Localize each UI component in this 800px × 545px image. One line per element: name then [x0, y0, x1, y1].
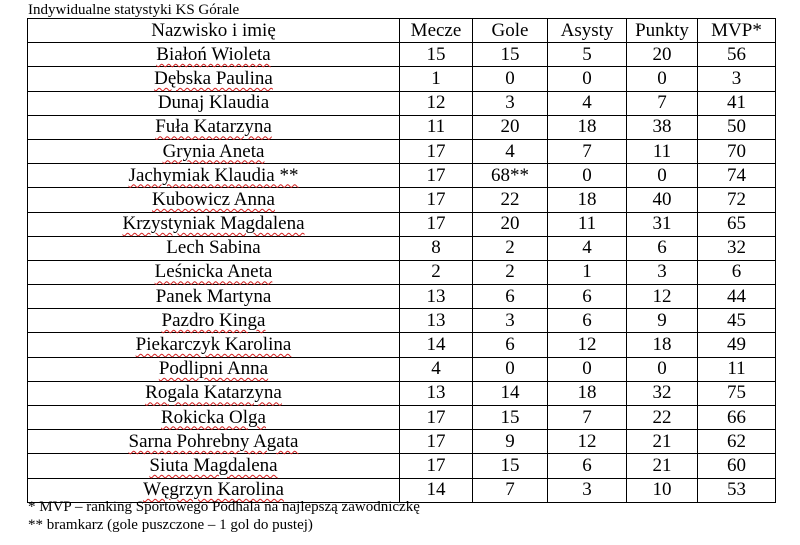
cell-mvp: 53 [698, 478, 776, 502]
cell-mvp: 50 [698, 115, 776, 139]
cell-matches: 2 [400, 260, 473, 284]
table-row [28, 381, 776, 405]
cell-goals: 4 [473, 139, 548, 163]
cell-points: 0 [627, 67, 698, 91]
cell-goals: 22 [473, 188, 548, 212]
cell-goals: 0 [473, 357, 548, 381]
cell-mvp: 60 [698, 454, 776, 478]
cell-name [28, 115, 400, 139]
cell-assists: 18 [548, 115, 627, 139]
table-row [28, 454, 776, 478]
cell-matches: 17 [400, 188, 473, 212]
cell-assists: 6 [548, 454, 627, 478]
cell-matches: 4 [400, 357, 473, 381]
player-name: Siuta Magdalena [149, 454, 278, 476]
cell-name [28, 164, 400, 188]
cell-points: 6 [627, 236, 698, 260]
cell-points: 21 [627, 454, 698, 478]
cell-goals: 6 [473, 333, 548, 357]
player-name: Jachymiak Klaudia ** [128, 164, 299, 186]
footnotes [28, 498, 420, 534]
table-row [28, 91, 776, 115]
cell-assists: 3 [548, 478, 627, 502]
cell-assists: 4 [548, 91, 627, 115]
player-name: Leśnicka Aneta [154, 261, 273, 283]
player-name: Podlipni Anna [158, 358, 269, 380]
cell-goals: 20 [473, 115, 548, 139]
player-name: Pazdro Kinga [161, 309, 266, 331]
header-points: Punkty [627, 19, 698, 43]
cell-points: 38 [627, 115, 698, 139]
cell-name [28, 188, 400, 212]
cell-points: 40 [627, 188, 698, 212]
table-row [28, 260, 776, 284]
cell-goals: 9 [473, 430, 548, 454]
cell-name [28, 43, 400, 67]
cell-name: Lech Sabina [28, 236, 400, 260]
header-assists: Asysty [548, 19, 627, 43]
player-name: Węgrzyn Karolina [143, 479, 284, 501]
table-row [28, 188, 776, 212]
cell-points: 22 [627, 406, 698, 430]
cell-points: 7 [627, 91, 698, 115]
cell-goals: 14 [473, 381, 548, 405]
cell-mvp: 56 [698, 43, 776, 67]
table-row [28, 67, 776, 91]
cell-mvp: 3 [698, 67, 776, 91]
cell-goals: 15 [473, 454, 548, 478]
cell-assists: 18 [548, 188, 627, 212]
cell-matches: 17 [400, 164, 473, 188]
cell-name [28, 430, 400, 454]
cell-points: 9 [627, 309, 698, 333]
table-row [28, 43, 776, 67]
player-name: Kubowicz Anna [152, 188, 275, 210]
cell-goals: 6 [473, 285, 548, 309]
cell-mvp: 41 [698, 91, 776, 115]
table-row [28, 115, 776, 139]
player-name: Fuła Katarzyna [155, 116, 272, 138]
player-name: Rogala Katarzyna [145, 382, 282, 404]
cell-name [28, 260, 400, 284]
cell-mvp: 66 [698, 406, 776, 430]
cell-name [28, 381, 400, 405]
cell-assists: 7 [548, 139, 627, 163]
cell-mvp: 72 [698, 188, 776, 212]
table-row [28, 212, 776, 236]
cell-assists: 0 [548, 164, 627, 188]
cell-matches: 11 [400, 115, 473, 139]
cell-matches: 1 [400, 67, 473, 91]
header-mvp: MVP* [698, 19, 776, 43]
table-row [28, 406, 776, 430]
cell-matches: 8 [400, 236, 473, 260]
cell-matches: 14 [400, 478, 473, 502]
cell-mvp: 74 [698, 164, 776, 188]
cell-points: 21 [627, 430, 698, 454]
cell-goals: 3 [473, 309, 548, 333]
cell-name [28, 212, 400, 236]
cell-goals: 2 [473, 236, 548, 260]
cell-points: 0 [627, 357, 698, 381]
cell-assists: 1 [548, 260, 627, 284]
cell-mvp: 49 [698, 333, 776, 357]
cell-assists: 12 [548, 333, 627, 357]
cell-matches: 14 [400, 333, 473, 357]
table-row [28, 309, 776, 333]
header-goals: Gole [473, 19, 548, 43]
cell-name [28, 454, 400, 478]
table-row [28, 236, 776, 260]
footnote-goalkeeper: ** bramkarz (gole puszczone – 1 gol do pustej) [28, 517, 313, 533]
cell-name [28, 357, 400, 381]
cell-matches: 15 [400, 43, 473, 67]
cell-mvp: 75 [698, 381, 776, 405]
cell-mvp: 6 [698, 260, 776, 284]
cell-assists: 6 [548, 309, 627, 333]
cell-assists: 0 [548, 357, 627, 381]
cell-points: 32 [627, 381, 698, 405]
cell-mvp: 62 [698, 430, 776, 454]
cell-goals: 3 [473, 91, 548, 115]
table-row [28, 285, 776, 309]
cell-matches: 17 [400, 139, 473, 163]
player-name: Krzystyniak Magdalena [122, 213, 305, 235]
player-name: Rokicka Olga [160, 406, 266, 428]
cell-matches: 12 [400, 91, 473, 115]
cell-name: Dunaj Klaudia [28, 91, 400, 115]
cell-goals: 15 [473, 406, 548, 430]
cell-goals: 7 [473, 478, 548, 502]
cell-assists: 12 [548, 430, 627, 454]
cell-assists: 5 [548, 43, 627, 67]
cell-goals: 2 [473, 260, 548, 284]
cell-matches: 13 [400, 309, 473, 333]
cell-points: 11 [627, 139, 698, 163]
header-row [28, 19, 776, 43]
cell-matches: 17 [400, 212, 473, 236]
cell-assists: 18 [548, 381, 627, 405]
cell-name [28, 67, 400, 91]
cell-assists: 6 [548, 285, 627, 309]
table-row [28, 164, 776, 188]
cell-points: 10 [627, 478, 698, 502]
cell-points: 0 [627, 164, 698, 188]
table-row [28, 333, 776, 357]
cell-mvp: 32 [698, 236, 776, 260]
cell-name [28, 333, 400, 357]
footnote-mvp: * MVP – ranking Sportowego Podhala na najlepszą zawodniczkę [28, 499, 420, 515]
cell-matches: 17 [400, 406, 473, 430]
player-name: Grynia Aneta [162, 140, 265, 162]
cell-matches: 13 [400, 285, 473, 309]
cell-points: 31 [627, 212, 698, 236]
player-name: Sarna Pohrebny Agata [128, 430, 299, 452]
cell-name: Panek Martyna [28, 285, 400, 309]
cell-points: 3 [627, 260, 698, 284]
cell-goals: 20 [473, 212, 548, 236]
cell-points: 12 [627, 285, 698, 309]
header-matches: Mecze [400, 19, 473, 43]
header-name: Nazwisko i imię [28, 19, 400, 43]
cell-name [28, 309, 400, 333]
cell-assists: 0 [548, 67, 627, 91]
cell-assists: 11 [548, 212, 627, 236]
cell-mvp: 70 [698, 139, 776, 163]
cell-mvp: 44 [698, 285, 776, 309]
cell-name [28, 139, 400, 163]
cell-matches: 17 [400, 430, 473, 454]
cell-goals: 68** [473, 164, 548, 188]
cell-mvp: 65 [698, 212, 776, 236]
table-body [28, 43, 776, 503]
player-name: Piekarczyk Karolina [135, 334, 292, 356]
table-row [28, 139, 776, 163]
cell-mvp: 11 [698, 357, 776, 381]
cell-assists: 4 [548, 236, 627, 260]
cell-mvp: 45 [698, 309, 776, 333]
stats-table [27, 18, 776, 503]
table-row [28, 357, 776, 381]
cell-points: 18 [627, 333, 698, 357]
cell-points: 20 [627, 43, 698, 67]
cell-assists: 7 [548, 406, 627, 430]
table-row [28, 430, 776, 454]
cell-name [28, 406, 400, 430]
document-title: Indywidualne statystyki KS Górale [28, 2, 240, 18]
player-name: Dębska Paulina [154, 67, 273, 89]
cell-goals: 15 [473, 43, 548, 67]
cell-matches: 17 [400, 454, 473, 478]
cell-goals: 0 [473, 67, 548, 91]
cell-matches: 13 [400, 381, 473, 405]
player-name: Białoń Wioleta [156, 43, 271, 65]
